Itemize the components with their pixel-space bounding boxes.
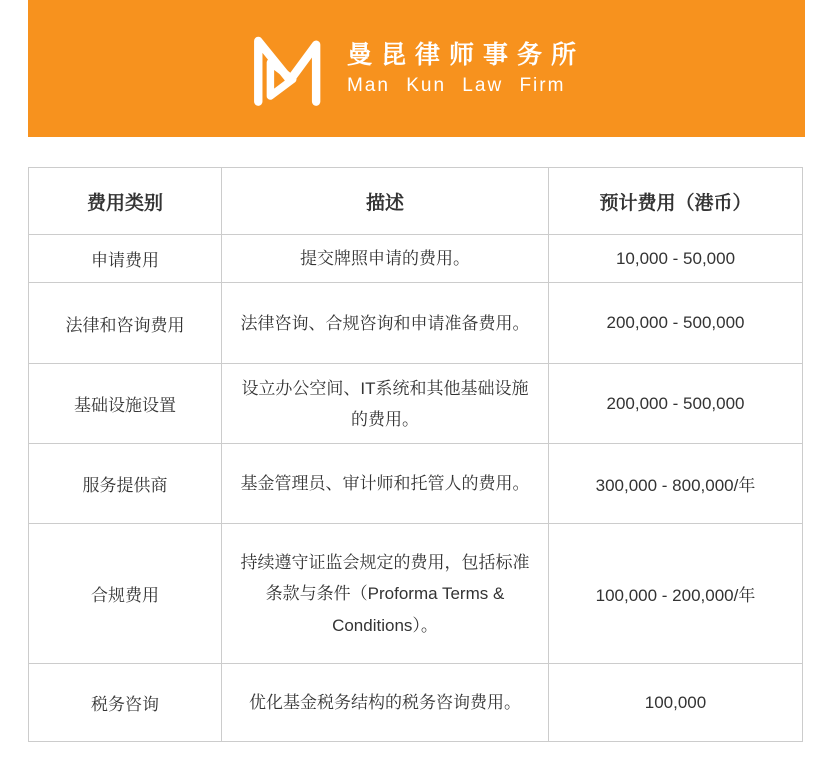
cell-fee: 200,000 - 500,000 xyxy=(549,283,803,364)
table-row xyxy=(29,524,803,664)
cell-description: 设立办公空间、IT系统和其他基础设施的费用。 xyxy=(222,364,549,444)
cell-category: 服务提供商 xyxy=(29,444,222,524)
cell-category: 申请费用 xyxy=(29,235,222,283)
fee-table-header xyxy=(29,168,803,235)
m-play-monogram-icon xyxy=(248,27,332,111)
cell-description: 持续遵守证监会规定的费用，包括标准条款与条件（Proforma Terms & Conditions）。 xyxy=(222,524,549,664)
cell-fee: 200,000 - 500,000 xyxy=(549,364,803,444)
table-row xyxy=(29,664,803,742)
fee-table xyxy=(28,167,803,742)
cell-fee: 100,000 xyxy=(549,664,803,742)
header-row xyxy=(29,168,803,235)
brand-banner xyxy=(28,0,805,137)
column-header-estimated-fee: 预计费用（港币） xyxy=(549,168,803,235)
brand-name-en: Man Kun Law Firm xyxy=(346,75,566,96)
cell-description: 优化基金税务结构的税务咨询费用。 xyxy=(222,664,549,742)
cell-fee: 10,000 - 50,000 xyxy=(549,235,803,283)
table-row xyxy=(29,444,803,524)
table-row xyxy=(29,235,803,283)
column-header-category: 费用类别 xyxy=(29,168,222,235)
table-row xyxy=(29,283,803,364)
logo-text xyxy=(347,40,585,97)
cell-fee: 100,000 - 200,000/年 xyxy=(549,524,803,664)
cell-description: 法律咨询、合规咨询和申请准备费用。 xyxy=(222,283,549,364)
cell-category: 法律和咨询费用 xyxy=(29,283,222,364)
cell-fee: 300,000 - 800,000/年 xyxy=(549,444,803,524)
table-row xyxy=(29,364,803,444)
logo xyxy=(248,27,585,111)
cell-description: 基金管理员、审计师和托管人的费用。 xyxy=(222,444,549,524)
cell-description: 提交牌照申请的费用。 xyxy=(222,235,549,283)
fee-table-body xyxy=(29,235,803,742)
cell-category: 基础设施设置 xyxy=(29,364,222,444)
cell-category: 合规费用 xyxy=(29,524,222,664)
brand-name-zh: 曼昆律师事务所 xyxy=(346,41,585,69)
cell-category: 税务咨询 xyxy=(29,664,222,742)
column-header-description: 描述 xyxy=(222,168,549,235)
